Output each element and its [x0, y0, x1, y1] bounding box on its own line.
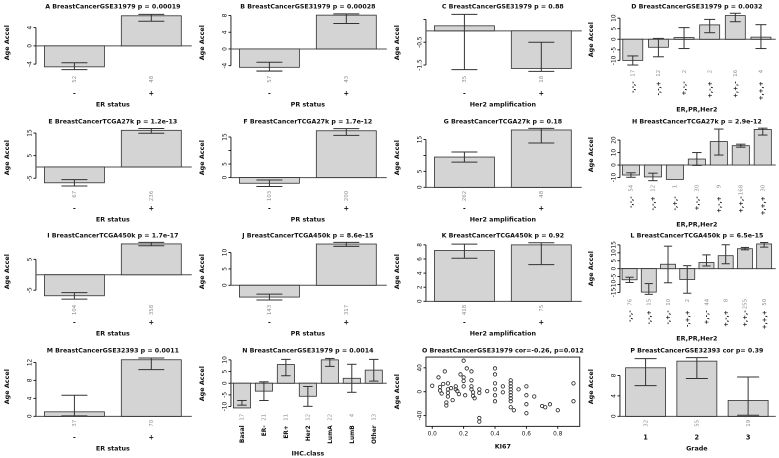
svg-text:ER-: ER- [261, 424, 268, 436]
svg-text:-15: -15 [611, 287, 618, 298]
svg-text:G BreastCancerTCGA27k p = 0.18: G BreastCancerTCGA27k p = 0.18 [443, 118, 562, 126]
svg-text:67: 67 [72, 190, 79, 198]
svg-text:Her2: Her2 [305, 424, 312, 441]
svg-text:Grade: Grade [686, 443, 708, 452]
svg-text:+,-,+: +,-,+ [724, 310, 731, 327]
svg-text:200: 200 [343, 190, 350, 201]
svg-text:Other: Other [371, 424, 378, 444]
svg-text:Age Accel: Age Accel [587, 136, 596, 172]
svg-text:Age Accel: Age Accel [197, 139, 206, 175]
svg-text:C BreastCancerGSE31979 p = 0.8: C BreastCancerGSE31979 p = 0.88 [441, 3, 564, 11]
chart-canvas-b [195, 0, 390, 115]
svg-text:0: 0 [27, 413, 34, 418]
svg-text:5: 5 [27, 153, 34, 158]
svg-text:43: 43 [343, 75, 350, 83]
svg-text:48: 48 [149, 75, 156, 83]
svg-text:5: 5 [416, 169, 423, 173]
svg-text:0.2: 0.2 [458, 430, 468, 437]
svg-text:10: 10 [611, 14, 618, 22]
svg-text:+,+,+: +,+,+ [761, 195, 768, 215]
svg-text:+: + [538, 318, 544, 327]
chart-canvas-n [195, 344, 390, 458]
svg-text:17: 17 [239, 413, 246, 421]
svg-text:-1.5: -1.5 [416, 59, 423, 71]
svg-text:30: 30 [694, 184, 701, 192]
svg-text:2: 2 [694, 432, 700, 441]
svg-text:-10: -10 [611, 279, 618, 290]
panel-d-er-pr-her2 [584, 0, 779, 115]
svg-text:4: 4 [27, 396, 34, 400]
svg-text:-5: -5 [611, 46, 618, 53]
svg-text:21: 21 [261, 413, 268, 421]
svg-text:5: 5 [611, 26, 618, 31]
svg-text:Age Accel: Age Accel [3, 139, 11, 175]
svg-text:20: 20 [611, 135, 618, 144]
panel-o-ki67-scatter [390, 344, 585, 458]
svg-text:B BreastCancerGSE31979 p = 0.0: B BreastCancerGSE31979 p = 0.00028 [240, 3, 376, 11]
svg-text:ER,PR,Her2: ER,PR,Her2 [676, 219, 718, 228]
svg-text:9: 9 [716, 184, 723, 188]
svg-text:4: 4 [758, 69, 765, 74]
svg-text:Age Accel: Age Accel [587, 251, 596, 287]
svg-text:35: 35 [461, 75, 468, 83]
panel-p-grade [584, 344, 779, 458]
svg-text:Age Accel: Age Accel [392, 139, 401, 175]
panel-h-er-pr-her2 [584, 115, 779, 230]
svg-text:-10: -10 [611, 55, 618, 66]
svg-text:104: 104 [72, 304, 79, 316]
svg-text:IHC.class: IHC.class [291, 448, 324, 457]
svg-text:-: - [267, 318, 271, 327]
svg-text:+: + [148, 318, 155, 327]
svg-text:3: 3 [746, 432, 751, 441]
chart-canvas-d [584, 0, 779, 115]
svg-text:50: 50 [762, 298, 769, 306]
svg-text:2: 2 [416, 285, 423, 290]
svg-text:10: 10 [611, 249, 618, 257]
svg-text:15: 15 [27, 128, 34, 137]
svg-text:12: 12 [656, 69, 663, 77]
svg-text:-,-,+: -,-,+ [647, 310, 654, 325]
svg-text:ER status: ER status [95, 443, 130, 452]
svg-text:ER status: ER status [95, 214, 130, 223]
svg-text:70: 70 [149, 419, 156, 427]
svg-text:0: 0 [611, 413, 618, 418]
svg-text:40: 40 [416, 363, 423, 372]
svg-text:LumB: LumB [349, 424, 356, 444]
svg-text:30: 30 [760, 184, 767, 192]
svg-text:5: 5 [222, 267, 229, 271]
svg-text:-: - [462, 318, 466, 327]
svg-text:Age Accel: Age Accel [392, 373, 401, 409]
svg-text:358: 358 [149, 304, 156, 316]
svg-text:0: 0 [222, 175, 229, 179]
svg-text:ER,PR,Her2: ER,PR,Her2 [676, 334, 718, 343]
svg-text:Basal: Basal [239, 424, 246, 443]
panel-e-er-status [0, 115, 195, 230]
chart-canvas-o [390, 344, 585, 458]
svg-text:54: 54 [628, 184, 635, 192]
svg-text:10: 10 [222, 355, 229, 364]
svg-text:13: 13 [371, 413, 378, 421]
svg-text:18: 18 [538, 75, 545, 83]
svg-text:32: 32 [643, 419, 650, 427]
svg-text:5: 5 [27, 257, 34, 262]
svg-text:-5: -5 [27, 174, 34, 181]
svg-text:15: 15 [646, 298, 653, 306]
svg-text:-: - [73, 203, 76, 212]
svg-text:255: 255 [742, 298, 749, 310]
svg-text:M BreastCancerGSE32393 p = 0.0: M BreastCancerGSE32393 p = 0.0011 [46, 347, 180, 355]
svg-text:Age Accel: Age Accel [392, 25, 401, 61]
chart-canvas-g [390, 115, 585, 230]
svg-text:-: - [462, 89, 466, 98]
svg-text:19: 19 [746, 419, 753, 427]
panel-m-er-status [0, 344, 195, 458]
svg-text:+: + [538, 203, 544, 212]
svg-text:0: 0 [222, 283, 229, 288]
svg-text:+,+,+: +,+,+ [759, 81, 766, 101]
svg-text:-: - [267, 89, 271, 98]
svg-text:ER status: ER status [95, 100, 130, 109]
svg-text:0.0: 0.0 [427, 430, 437, 437]
svg-text:10: 10 [611, 148, 618, 156]
panel-i-er-status [0, 229, 195, 344]
panel-k-her2-amplification [390, 229, 585, 344]
svg-text:+: + [148, 432, 155, 441]
svg-text:0: 0 [611, 37, 618, 42]
chart-canvas-l [584, 229, 779, 344]
svg-text:-4: -4 [27, 61, 34, 68]
svg-text:0: 0 [416, 184, 423, 189]
svg-text:12: 12 [305, 413, 312, 421]
chart-canvas-i [0, 229, 195, 344]
svg-text:L BreastCancerTCGA450k p = 6.5: L BreastCancerTCGA450k p = 6.5e-15 [630, 232, 764, 240]
svg-text:-40: -40 [416, 410, 423, 420]
svg-text:-: - [73, 432, 76, 441]
svg-text:-10: -10 [222, 401, 229, 411]
svg-text:75: 75 [538, 304, 545, 312]
svg-text:317: 317 [343, 304, 350, 316]
svg-text:5: 5 [611, 258, 618, 263]
svg-text:0.6: 0.6 [521, 430, 531, 437]
svg-text:Age Accel: Age Accel [3, 368, 11, 404]
svg-text:-0.5: -0.5 [416, 36, 423, 48]
chart-canvas-p [584, 344, 779, 458]
chart-canvas-f [195, 115, 390, 230]
svg-text:J BreastCancerTCGA450k p = 8.6: J BreastCancerTCGA450k p = 8.6e-15 [241, 232, 374, 240]
svg-text:4: 4 [349, 413, 356, 417]
svg-text:-,+,-: -,+,- [673, 195, 680, 210]
svg-text:+: + [148, 203, 155, 212]
svg-text:8: 8 [723, 298, 730, 303]
svg-text:4: 4 [611, 393, 618, 398]
svg-text:236: 236 [149, 190, 156, 201]
svg-text:E BreastCancerTCGA27k p = 1.2e: E BreastCancerTCGA27k p = 1.2e-13 [48, 118, 178, 126]
svg-text:0: 0 [416, 299, 423, 304]
svg-text:15: 15 [416, 135, 423, 143]
svg-text:Age Accel: Age Accel [197, 254, 206, 290]
svg-text:0: 0 [222, 47, 229, 51]
svg-text:262: 262 [461, 190, 468, 201]
svg-text:76: 76 [627, 298, 634, 306]
svg-text:-,-,-: -,-,- [629, 195, 636, 208]
svg-text:-: - [73, 89, 76, 98]
svg-text:4: 4 [27, 25, 34, 30]
svg-text:44: 44 [704, 298, 711, 306]
svg-text:4: 4 [416, 271, 423, 275]
svg-text:+,+,-: +,+,- [743, 310, 750, 327]
svg-text:+,-,-: +,-,- [695, 195, 702, 210]
svg-text:+,+,-: +,+,- [739, 195, 746, 213]
svg-text:Age Accel: Age Accel [197, 365, 206, 401]
panel-c-her2-amplification [390, 0, 585, 115]
svg-text:Her2 amplification: Her2 amplification [469, 100, 536, 109]
svg-text:0: 0 [416, 389, 423, 394]
chart-canvas-a [0, 0, 195, 115]
svg-text:15: 15 [611, 241, 618, 249]
svg-text:F BreastCancerTCGA27k p = 1.7e: F BreastCancerTCGA27k p = 1.7e-12 [243, 118, 373, 126]
svg-text:12: 12 [650, 184, 657, 192]
svg-text:Age Accel: Age Accel [392, 254, 401, 290]
svg-text:1: 1 [672, 184, 679, 188]
svg-text:+,+,-: +,+,- [733, 81, 740, 98]
svg-text:48: 48 [538, 190, 545, 198]
svg-text:168: 168 [738, 184, 745, 195]
svg-text:-,-,-: -,-,- [628, 310, 635, 323]
chart-canvas-e [0, 115, 195, 230]
svg-text:103: 103 [266, 190, 273, 201]
svg-text:LumA: LumA [327, 424, 334, 444]
svg-text:+,+,+: +,+,+ [762, 310, 769, 330]
svg-text:11: 11 [283, 413, 290, 421]
svg-text:Age Accel: Age Accel [587, 368, 596, 404]
svg-text:418: 418 [461, 304, 468, 316]
svg-text:Her2 amplification: Her2 amplification [469, 329, 536, 338]
svg-text:0: 0 [611, 266, 618, 271]
svg-text:D BreastCancerGSE31979 p = 0.0: D BreastCancerGSE31979 p = 0.0032 [631, 3, 763, 11]
svg-text:15: 15 [222, 132, 229, 141]
svg-text:37: 37 [72, 419, 79, 427]
svg-text:12: 12 [27, 358, 34, 366]
svg-text:8: 8 [27, 378, 34, 382]
svg-text:P BreastCancerGSE32393 cor p=: P BreastCancerGSE32393 cor p= 0.39 [630, 347, 764, 355]
svg-text:-10: -10 [611, 172, 618, 182]
panel-f-pr-status [195, 115, 390, 230]
svg-text:+,-,+: +,-,+ [717, 195, 724, 213]
chart-canvas-h [584, 115, 779, 230]
svg-text:H BreastCancerTCGA27k p = 2.9e: H BreastCancerTCGA27k p = 2.9e-12 [632, 118, 763, 126]
svg-text:-,-,+: -,-,+ [656, 81, 663, 96]
svg-text:0: 0 [27, 44, 34, 48]
svg-text:PR status: PR status [290, 329, 325, 338]
svg-text:8: 8 [416, 243, 423, 247]
svg-text:N BreastCancerGSE31979 p = 0.0: N BreastCancerGSE31979 p = 0.0014 [241, 347, 374, 355]
svg-text:+,-,-: +,-,- [704, 310, 711, 325]
svg-text:Age Accel: Age Accel [197, 25, 206, 61]
svg-text:I BreastCancerTCGA450k p = 1.7: I BreastCancerTCGA450k p = 1.7e-17 [47, 232, 179, 240]
svg-text:Age Accel: Age Accel [3, 25, 11, 61]
svg-text:PR status: PR status [290, 100, 325, 109]
svg-text:-,+,-: -,+,- [666, 310, 673, 325]
svg-text:16: 16 [733, 69, 740, 77]
svg-text:-,-,+: -,-,+ [651, 195, 658, 210]
panel-j-pr-status [195, 229, 390, 344]
svg-text:5: 5 [222, 161, 229, 166]
svg-text:+: + [148, 89, 155, 98]
svg-text:0.8: 0.8 [552, 430, 562, 437]
svg-text:+: + [343, 318, 349, 327]
svg-text:-: - [73, 318, 76, 327]
chart-canvas-c [390, 0, 585, 115]
svg-text:143: 143 [266, 304, 273, 316]
svg-text:-5: -5 [27, 287, 34, 294]
svg-text:ER,PR,Her2: ER,PR,Her2 [676, 105, 718, 114]
svg-text:-4: -4 [222, 62, 229, 69]
svg-text:10: 10 [222, 248, 229, 257]
panel-g-her2-amplification [390, 115, 585, 230]
svg-text:K BreastCancerTCGA450k p = 0.9: K BreastCancerTCGA450k p = 0.92 [441, 232, 564, 240]
svg-text:-5: -5 [222, 391, 229, 398]
svg-text:O BreastCancerGSE31979 cor=-0.: O BreastCancerGSE31979 cor=-0.26, p=0.012 [421, 347, 584, 355]
svg-text:52: 52 [72, 75, 79, 83]
svg-text:5: 5 [222, 369, 229, 373]
svg-text:0.4: 0.4 [489, 430, 500, 437]
svg-text:-,+,+: -,+,+ [685, 310, 692, 327]
svg-text:10: 10 [666, 298, 673, 306]
svg-text:KI67: KI67 [494, 441, 511, 450]
svg-text:-: - [267, 203, 271, 212]
svg-text:PR status: PR status [290, 214, 325, 223]
svg-text:8: 8 [222, 13, 229, 18]
svg-text:6: 6 [416, 257, 423, 261]
svg-text:4: 4 [222, 30, 229, 35]
svg-text:17: 17 [630, 69, 637, 77]
svg-text:+: + [343, 89, 349, 98]
svg-text:2: 2 [685, 298, 692, 303]
svg-text:Age Accel: Age Accel [3, 254, 11, 290]
svg-text:Age Accel: Age Accel [587, 22, 596, 58]
svg-text:2: 2 [707, 69, 714, 74]
svg-text:+,-,+: +,-,+ [708, 81, 715, 98]
svg-text:Her2 amplification: Her2 amplification [469, 214, 536, 223]
svg-text:+,-,-: +,-,- [682, 81, 689, 96]
svg-text:0: 0 [611, 162, 618, 167]
svg-text:1: 1 [643, 432, 649, 441]
svg-text:55: 55 [694, 419, 701, 427]
chart-canvas-m [0, 344, 195, 458]
svg-text:-5: -5 [611, 273, 618, 280]
chart-canvas-j [195, 229, 390, 344]
svg-text:8: 8 [611, 373, 618, 377]
svg-text:+: + [343, 203, 349, 212]
panel-a-er-status [0, 0, 195, 115]
panel-n-ihc-class [195, 344, 390, 458]
panel-l-er-pr-her2 [584, 229, 779, 344]
svg-text:22: 22 [327, 413, 334, 421]
svg-text:ER status: ER status [95, 329, 130, 338]
svg-text:ER+: ER+ [283, 424, 290, 439]
svg-text:-,-,-: -,-,- [631, 81, 638, 94]
svg-text:-: - [462, 203, 466, 212]
chart-canvas-k [390, 229, 585, 344]
panel-b-pr-status [195, 0, 390, 115]
svg-text:0: 0 [222, 380, 229, 385]
svg-text:A BreastCancerGSE31979 p = 0.0: A BreastCancerGSE31979 p = 0.00019 [45, 3, 181, 11]
svg-text:57: 57 [266, 75, 273, 83]
svg-text:+: + [538, 89, 544, 98]
svg-text:2: 2 [682, 69, 689, 74]
